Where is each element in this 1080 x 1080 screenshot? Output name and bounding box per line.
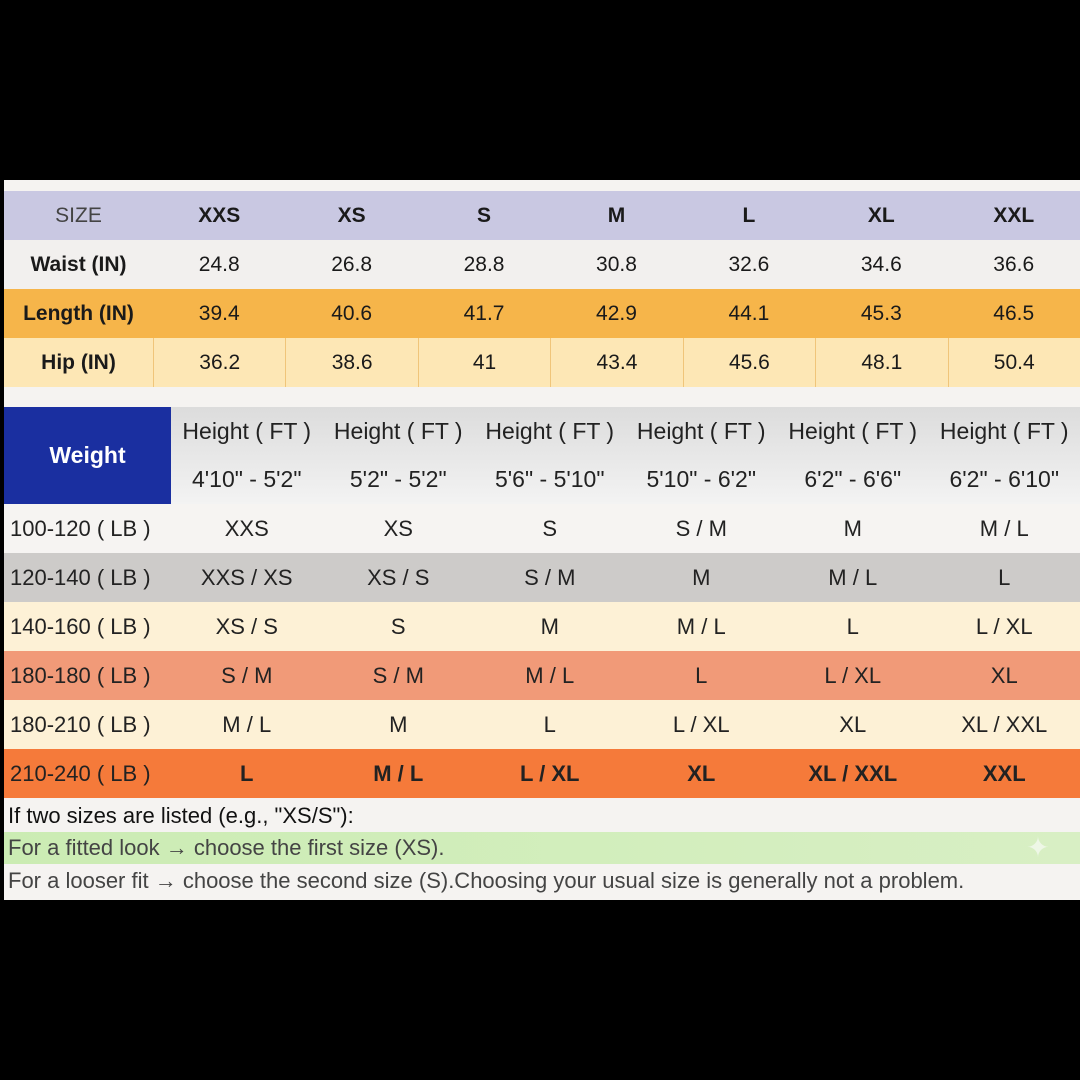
size-header-cell: XXS (198, 203, 241, 227)
table-cell: 41 (418, 338, 550, 387)
size-cell: S / M (675, 515, 727, 541)
height-title: Height ( FT ) (182, 417, 312, 444)
size-cell: M (843, 515, 862, 541)
size-cell: M / L (373, 760, 424, 786)
weight-row (4, 553, 1080, 602)
waist-row (4, 240, 1080, 289)
size-cell: XL (990, 662, 1018, 688)
height-range: 5'2" - 5'2" (349, 465, 447, 492)
size-header-cell: L (742, 203, 756, 227)
fitted-note-text: For a fitted look → choose the first size (XS). (8, 835, 445, 860)
table-cell: 34.6 (860, 252, 902, 276)
weight-label: 210-240 ( LB ) (10, 760, 151, 786)
table-cell: 40.6 (331, 301, 373, 325)
size-cell: M (540, 613, 559, 639)
size-cell: S / M (221, 662, 273, 688)
height-title: Height ( FT ) (636, 417, 766, 444)
size-cell: L (240, 760, 254, 786)
size-cell: XL / XXL (808, 760, 898, 786)
height-title: Height ( FT ) (485, 417, 615, 444)
size-cell: M (692, 564, 711, 590)
size-cell: M / L (979, 515, 1029, 541)
size-cell: L (543, 711, 556, 737)
size-cell: L / XL (975, 613, 1033, 639)
size-cell: L / XL (520, 760, 580, 786)
size-cell: L / XL (672, 711, 730, 737)
size-cell: M (389, 711, 408, 737)
table-cell: 45.3 (860, 301, 902, 325)
size-cell: L (998, 564, 1011, 590)
size-cell: XXL (982, 760, 1026, 786)
table-cell: 42.9 (596, 301, 637, 325)
height-range: 6'2" - 6'6" (804, 465, 902, 492)
table-cell: 39.4 (198, 301, 240, 325)
size-header-cell: XL (867, 203, 895, 227)
height-column-header (323, 407, 475, 504)
weight-label: 180-180 ( LB ) (10, 662, 151, 688)
weight-height-header (4, 407, 1080, 504)
sparkle-icon: ✦ (1026, 832, 1050, 863)
weight-row (4, 602, 1080, 651)
weight-label: 140-160 ( LB ) (10, 613, 151, 639)
table-cell: 43.4 (550, 338, 682, 387)
table-cell: 28.8 (463, 252, 505, 276)
weight-header: Weight (4, 407, 171, 504)
size-header-cell: M (607, 203, 626, 227)
size-cell: XS (383, 515, 413, 541)
table-cell: 26.8 (331, 252, 373, 276)
size-cell: L (846, 613, 859, 639)
weight-label: 120-140 ( LB ) (10, 564, 151, 590)
size-cell: XXS / XS (200, 564, 293, 590)
table-cell: 48.1 (815, 338, 947, 387)
size-cell: XL / XXL (961, 711, 1048, 737)
weight-label: 100-120 ( LB ) (10, 515, 151, 541)
weight-row (4, 700, 1080, 749)
weight-label: 180-210 ( LB ) (10, 711, 151, 737)
size-cell: XS / S (367, 564, 430, 590)
size-cell: M / L (222, 711, 272, 737)
size-cell: S / M (372, 662, 424, 688)
size-cell: XL (687, 760, 716, 786)
height-range: 6'2" - 6'10" (949, 465, 1059, 492)
height-title: Height ( FT ) (939, 417, 1069, 444)
height-column-header (929, 407, 1080, 504)
row-label: Length (IN) (23, 301, 134, 325)
height-range: 5'10" - 6'2" (646, 465, 756, 492)
size-cell: S / M (524, 564, 576, 590)
size-cell: M / L (525, 662, 575, 688)
weight-height-table (4, 407, 1080, 798)
hip-row (4, 338, 1080, 387)
size-header-label: SIZE (55, 203, 102, 227)
weight-row (4, 651, 1080, 700)
table-cell: 41.7 (463, 301, 505, 325)
height-range: 4'10" - 5'2" (191, 465, 302, 492)
size-cell: M / L (676, 613, 726, 639)
height-column-header (777, 407, 929, 504)
row-label: Hip (IN) (41, 350, 116, 374)
table-cell: 38.6 (285, 338, 417, 387)
size-header-cell: XXL (993, 203, 1035, 227)
height-title: Height ( FT ) (788, 417, 918, 444)
note-heading: If two sizes are listed (e.g., "XS/S"): (8, 803, 354, 828)
fitted-note (4, 832, 1080, 864)
table-cell: 45.6 (683, 338, 815, 387)
size-cell: M / L (828, 564, 878, 590)
table-cell: 36.6 (993, 252, 1035, 276)
table-cell: 24.8 (198, 252, 240, 276)
height-column-header (626, 407, 778, 504)
table-cell: 46.5 (993, 301, 1035, 325)
length-row (4, 289, 1080, 338)
looser-note: For a looser fit → choose the second size (S).Choosing your usual size is generally not a problem. (8, 868, 965, 893)
size-cell: S (390, 613, 406, 639)
size-notes (4, 800, 1080, 898)
size-cell: XL (839, 711, 867, 737)
size-cell: S (542, 515, 558, 541)
weight-row (4, 504, 1080, 553)
size-measurement-table (4, 191, 1080, 387)
table-cell: 32.6 (728, 252, 770, 276)
table-cell: 44.1 (728, 301, 770, 325)
size-cell: XXS (224, 515, 269, 541)
size-cell: L (695, 662, 708, 688)
table-cell: 36.2 (153, 338, 285, 387)
table-cell: 50.4 (948, 338, 1080, 387)
size-header-cell: S (477, 203, 492, 227)
height-column-header (474, 407, 626, 504)
table-cell: 30.8 (596, 252, 637, 276)
height-column-header (171, 407, 323, 504)
size-header-cell: XS (337, 203, 366, 227)
size-cell: L / XL (824, 662, 882, 688)
row-label: Waist (IN) (30, 252, 127, 276)
size-cell: XS / S (215, 613, 278, 639)
height-range: 5'6" - 5'10" (494, 465, 605, 492)
height-title: Height ( FT ) (333, 417, 463, 444)
weight-row (4, 749, 1080, 798)
size-header-row (4, 191, 1080, 240)
